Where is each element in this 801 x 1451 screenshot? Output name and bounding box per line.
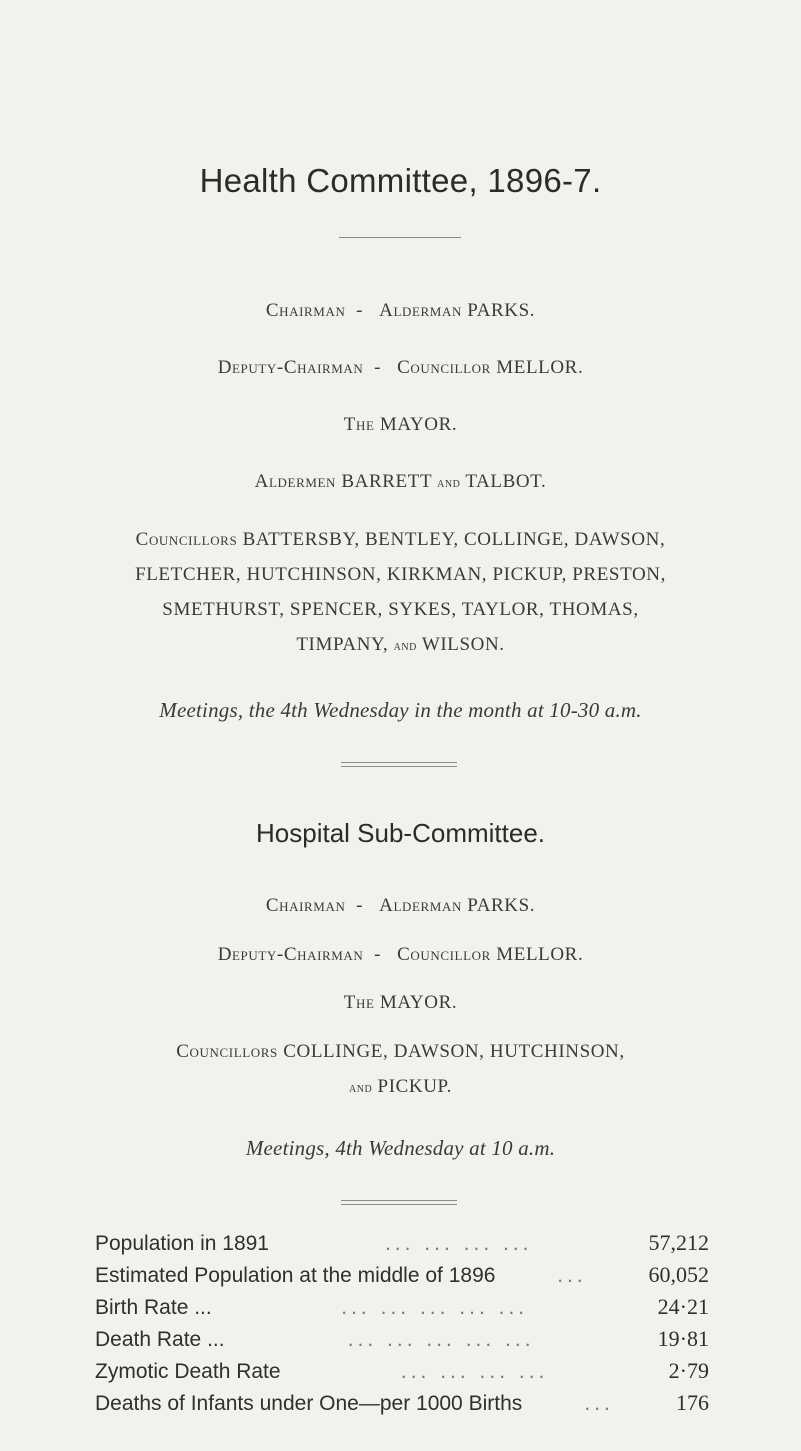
divider-rule-double: [341, 762, 457, 767]
stat-leader-dots: ... ... ... ...: [384, 1232, 533, 1255]
divider-rule-double: [341, 1200, 457, 1205]
stat-leader-dots: ... ... ... ...: [400, 1360, 549, 1383]
hc-councillors-line1: [0, 529, 801, 551]
hs-councillors-names-1: COLLINGE, DAWSON, HUTCHINSON,: [283, 1041, 625, 1062]
hc-chairman-line: Chairman - Alderman PARKS.: [265, 300, 536, 321]
stat-label: Estimated Population at the middle of 1896: [95, 1264, 496, 1287]
hc-councillors-and: and: [393, 639, 417, 654]
stat-row: [95, 1358, 709, 1390]
stat-row: [95, 1262, 709, 1294]
hc-councillors-line4: [0, 634, 801, 656]
stat-label: Population in 1891: [95, 1232, 269, 1255]
hc-councillors-names-4b: WILSON.: [421, 634, 505, 655]
stat-row: [95, 1390, 709, 1422]
hospital-subcommittee-title: Hospital Sub-Committee.: [256, 818, 545, 848]
hc-councillors-names-1: BATTERSBY, BENTLEY, COLLINGE, DAWSON,: [242, 529, 666, 550]
stat-value: 2·79: [668, 1358, 709, 1383]
stat-label: Death Rate ...: [95, 1328, 225, 1351]
hc-chairman-name: Alderman PARKS.: [379, 300, 536, 321]
hc-aldermen-last: TALBOT.: [465, 471, 547, 492]
hs-councillors-title: Councillors: [176, 1041, 278, 1062]
hs-councillors-line2: [0, 1076, 801, 1098]
hc-aldermen-and: and: [437, 476, 461, 491]
hc-councillors-line2: FLETCHER, HUTCHINSON, KIRKMAN, PICKUP, PRESTON,: [135, 564, 666, 585]
hs-mayor: The MAYOR.: [343, 992, 458, 1013]
hc-aldermen-title: Aldermen: [254, 471, 337, 492]
hs-deputy-line: Deputy-Chairman - Councillor MELLOR.: [217, 944, 584, 965]
hs-meetings: Meetings, 4th Wednesday at 10 a.m.: [245, 1136, 556, 1160]
hc-deputy-line: Deputy-Chairman - Councillor MELLOR.: [217, 357, 584, 378]
hc-councillors-names-4a: TIMPANY,: [296, 634, 389, 655]
stat-row: [95, 1326, 709, 1358]
hc-chairman-role: Chairman: [265, 300, 346, 321]
hc-deputy-role: Deputy-Chairman: [217, 357, 364, 378]
hc-councillors-title: Councillors: [135, 529, 238, 550]
stat-label: Deaths of Infants under One—per 1000 Births: [95, 1392, 523, 1415]
stat-value: 60,052: [648, 1262, 709, 1287]
stat-row: [95, 1230, 709, 1262]
stat-leader-dots: ... ... ... ... ...: [347, 1328, 535, 1351]
hs-chairman-line: Chairman - Alderman PARKS.: [265, 895, 536, 916]
stat-leader-dots: ...: [584, 1392, 614, 1415]
hc-aldermen-line: [0, 471, 801, 493]
hs-councillors-line1: [0, 1041, 801, 1063]
hc-aldermen-names: BARRETT: [341, 471, 432, 492]
hc-deputy-name: Councillor MELLOR.: [397, 357, 584, 378]
stat-label: Birth Rate ...: [95, 1296, 212, 1319]
stat-value: 19·81: [657, 1326, 709, 1351]
health-committee-title: Health Committee, 1896-7.: [199, 162, 602, 199]
statistics-table: [95, 1230, 709, 1422]
hs-deputy-role: Deputy-Chairman: [217, 944, 364, 965]
hs-deputy-name: Councillor MELLOR.: [397, 944, 584, 965]
stat-value: 57,212: [648, 1230, 709, 1255]
hc-mayor: The MAYOR.: [343, 414, 458, 435]
hc-councillors-line3: SMETHURST, SPENCER, SYKES, TAYLOR, THOMAS,: [162, 599, 639, 620]
stat-leader-dots: ...: [557, 1264, 587, 1287]
stat-value: 24·21: [657, 1294, 709, 1319]
stat-row: [95, 1294, 709, 1326]
divider-rule: [339, 237, 461, 238]
stat-label: Zymotic Death Rate: [95, 1360, 281, 1383]
hs-chairman-role: Chairman: [265, 895, 346, 916]
hs-councillors-and: and: [349, 1081, 373, 1096]
stat-value: 176: [676, 1390, 709, 1415]
stat-leader-dots: ... ... ... ... ...: [341, 1296, 529, 1319]
hs-chairman-name: Alderman PARKS.: [379, 895, 536, 916]
hc-meetings: Meetings, the 4th Wednesday in the month at 10-30 a.m.: [159, 698, 642, 722]
hs-councillors-names-2: PICKUP.: [377, 1076, 452, 1097]
